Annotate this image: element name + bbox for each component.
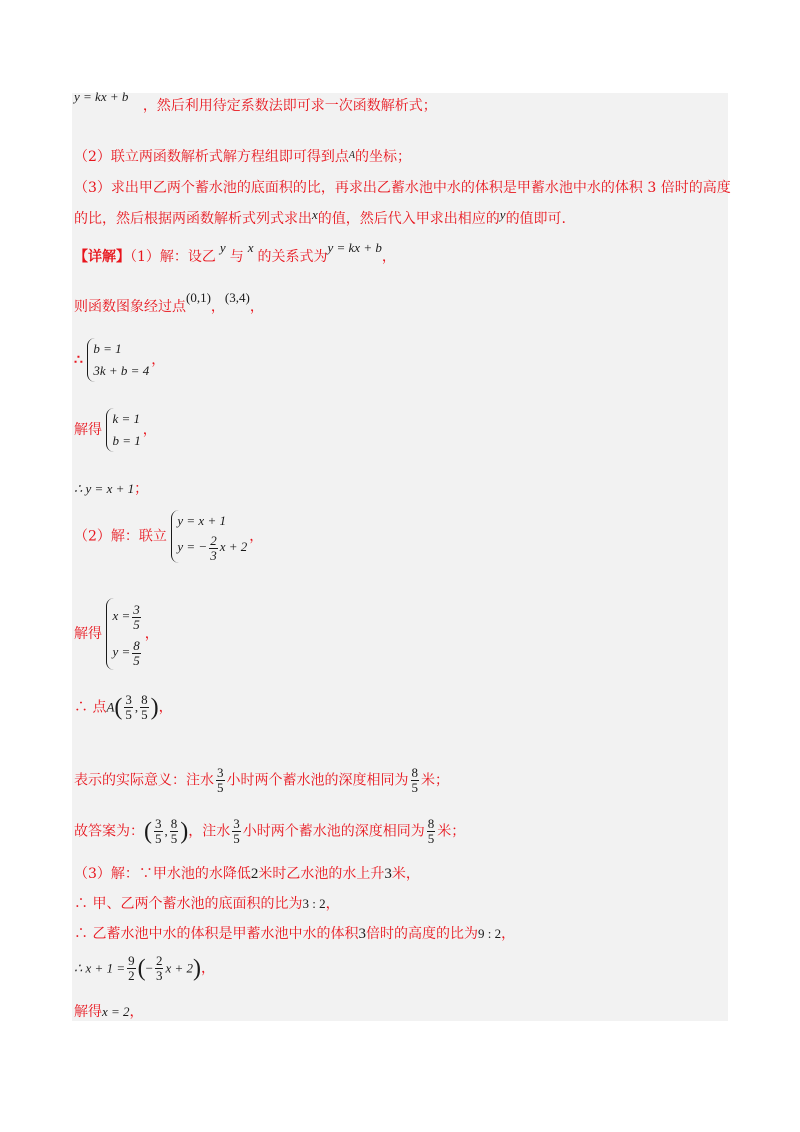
fraction: $\frac{2}{3}$	[155, 953, 163, 983]
fraction: $\frac{8}{5}$	[141, 692, 148, 722]
solution-line-1: y = kx + b ，然后利用待定系数法即可求一次函数解析式；	[74, 89, 437, 114]
fraction: $\frac{8}{5}$	[427, 816, 435, 846]
solution-line-19: 解得x = 2，	[74, 1004, 144, 1020]
system-solution-2: 解得 x = $\frac{3}{5}$ y = $\frac{8}{5}$ ，	[74, 598, 159, 670]
solution-line-4: 的比，然后根据两函数解析式列式求出x的值，然后代入甲求出相应的y的值即可.	[74, 207, 567, 227]
formula: y = kx + b	[74, 89, 129, 104]
equation-system: x = $\frac{3}{5}$ y = $\frac{8}{5}$	[106, 598, 142, 670]
equation-line: ∴ x + 1 = $\frac{9}{2}$ (− $\frac{2}{3}$ x + 2)，	[74, 953, 215, 983]
equation-system: k = 1 b = 1	[106, 408, 140, 452]
solution-line-15: （3）解：∵甲水池的水降低2米时乙水池的水上升3米，	[74, 866, 420, 882]
detail-heading-line: 【详解】（1）解：设乙y与x的关系式为y = kx + b，	[74, 240, 396, 265]
detail-tag: 【详解】	[74, 249, 130, 265]
point-a-line: ∴ 点A( $\frac{3}{5}$ , $\frac{8}{5}$ )，	[74, 692, 173, 722]
equation-system: y = x + 1 y = − $\frac{2}{3}$ x + 2	[171, 510, 247, 563]
fraction: $\frac{3}{5}$	[133, 601, 140, 632]
meaning-line: 表示的实际意义：注水 $\frac{3}{5}$ 小时两个蓄水池的深度相同为 $\frac{8}{5}$ 米；	[74, 765, 449, 795]
fraction: $\frac{3}{5}$	[233, 816, 240, 846]
fraction: $\frac{2}{3}$	[210, 532, 217, 563]
fraction: $\frac{8}{5}$	[170, 816, 178, 846]
solution-line-9: ∴ y = x + 1；	[74, 481, 149, 497]
solution-line-6: 则函数图象经过点(0,1)，(3,4)，	[74, 290, 264, 315]
system-equations-2: （2）解：联立 y = x + 1 y = − $\frac{2}{3}$ x + 2 ，	[74, 510, 263, 563]
solution-line-17: ∴ 乙蓄水池中水的体积是甲蓄水池中水的体积3倍时的高度的比为9 : 2，	[74, 926, 516, 942]
fraction: $\frac{3}{5}$	[125, 692, 132, 722]
fraction: $\frac{9}{2}$	[128, 953, 135, 983]
fraction: $\frac{8}{5}$	[133, 637, 140, 668]
fraction: $\frac{3}{5}$	[217, 765, 224, 795]
fraction: $\frac{8}{5}$	[411, 765, 418, 795]
solution-line-16: ∴ 甲、乙两个蓄水池的底面积的比为3 : 2，	[74, 896, 340, 912]
system-solution-1: 解得 k = 1 b = 1 ，	[74, 408, 157, 452]
solution-line-2: （2）联立两函数解析式解方程组即可得到点$^A$的坐标；	[74, 149, 412, 165]
system-equations-1: ∴ b = 1 3k + b = 4 ，	[74, 338, 165, 382]
equation-system: b = 1 3k + b = 4	[87, 338, 149, 382]
solution-line-3: （3）求出甲乙两个蓄水池的底面积的比，再求出乙蓄水池中水的体积是甲蓄水池中水的体积 3 倍时的高度	[74, 180, 731, 196]
answer-line: 故答案为：( $\frac{3}{5}$ , $\frac{8}{5}$ )，注水 $\frac{3}{5}$ 小时两个蓄水池的深度相同为 $\frac{8}{5}$ 米；	[74, 816, 466, 846]
fraction: $\frac{3}{5}$	[155, 816, 162, 846]
